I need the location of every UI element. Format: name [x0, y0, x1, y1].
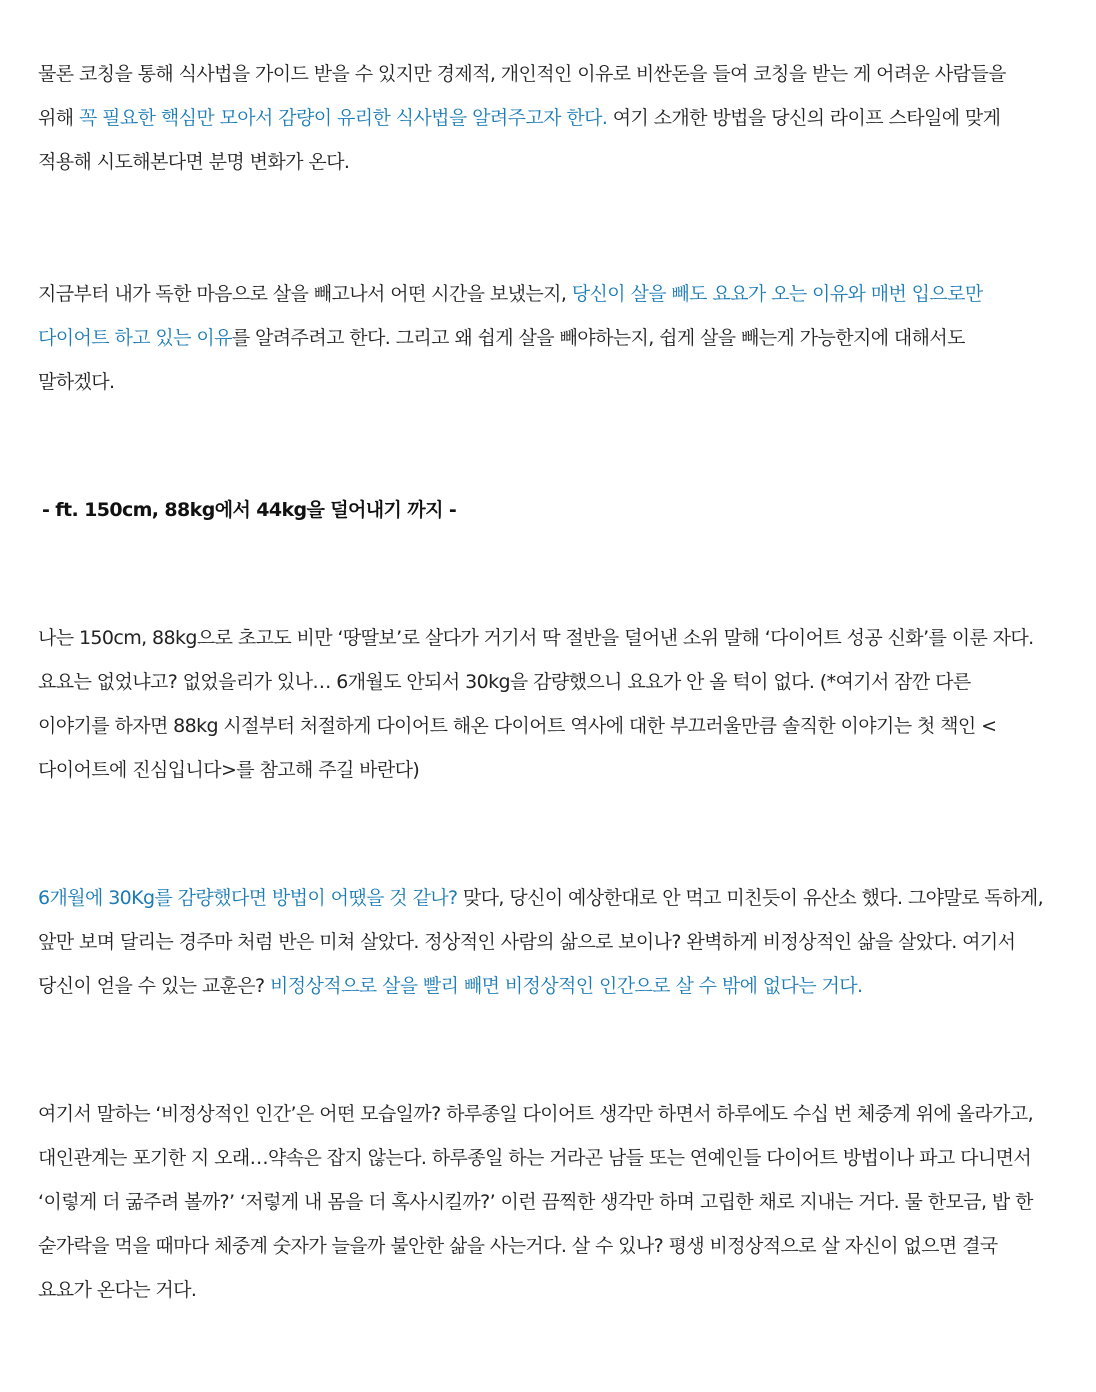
paragraph-coaching — [38, 52, 1044, 184]
paragraph-abnormal-life: 여기서 말하는 ‘비정상적인 인간’은 어떤 모습일까? 하루종일 다이어트 생각만 하면서 하루에도 수십 번 체중계 위에 올라가고, 대인관계는 포기한 지 오래…약속은 잡지 않는다. 하루종일 하는 거라곤 남들 또는 연예인들 다이어트 방법이나 파고 다니면서 ‘이렇게 더 굶주려 볼까?’ ‘저렇게 내 몸을 더 혹사시킬까?’ 이런 끔찍한 생각만 하며 고립한 채로 지내는 거다. 물 한모금, 밥 한 숟가락을 먹을 때마다 체중계 숫자가 늘을까 불안한 삶을 사는거다. 살 수 있나? 평생 비정상적으로 살 자신이 없으면 결국 요요가 온다는 거다. — [38, 1103, 1034, 1301]
paragraph-spacer — [38, 404, 1044, 488]
paragraph-success-story: 나는 150cm, 88kg으로 초고도 비만 ‘땅딸보’로 살다가 거기서 딱 절반을 덜어낸 소위 말해 ‘다이어트 성공 신화’를 이룬 자다. 요요는 없었냐고? 없었을리가 있나… 6개월도 안되서 30kg을 감량했으니 요요가 안 올 턱이 없다. (*여기서 잠깐 다른 이야기를 하자면 88kg 시절부터 처절하게 다이어트 해온 다이어트 역사에 대한 부끄러울만큼 솔직한 이야기는 첫 책인 <다이어트에 진심입니다>를 참고해 주길 바란다) — [38, 627, 1034, 781]
paragraph-text: 를 알려주려고 한다. 그리고 왜 쉽게 살을 빼야하는지, 쉽게 살을 빼는게 가능한지에 대해서도 말하겠다. — [38, 327, 965, 393]
highlighted-text: 꼭 필요한 핵심만 모아서 감량이 유리한 식사법을 알려주고자 한다. — [78, 107, 608, 129]
paragraph-spacer — [38, 1008, 1044, 1092]
highlighted-text: 당신이 살을 빼도 요요가 오는 이유와 매번 입으로만 다이어트 하고 있는 이유 — [38, 283, 983, 349]
highlighted-text: 비정상적으로 살을 빨리 빼면 비정상적인 인간으로 살 수 밖에 없다는 거다. — [269, 975, 863, 997]
paragraph-text: 지금부터 내가 독한 마음으로 살을 빼고나서 어떤 시간을 보냈는지, — [38, 283, 572, 305]
section-heading: - ft. 150cm, 88kg에서 44kg을 덜어내기 까지 - — [42, 499, 457, 521]
paragraph-method — [38, 876, 1044, 1008]
paragraph-spacer — [38, 792, 1044, 876]
highlighted-text: 6개월에 30Kg를 감량했다면 방법이 어땠을 것 같나? — [38, 887, 458, 909]
paragraph-spacer — [38, 532, 1044, 616]
paragraph-text: 물론 코칭을 통해 식사법을 가이드 받을 수 있지만 경제적, 개인적인 이유로 비싼돈을 들여 코칭을 받는 게 어려운 사람들을 위해 — [38, 63, 1006, 129]
paragraph-yoyo-intro — [38, 272, 1044, 404]
paragraph-spacer — [38, 184, 1044, 272]
paragraph-text: 여기 소개한 방법을 당신의 라이프 스타일에 맞게 적용해 시도해본다면 분명 변화가 온다. — [38, 107, 1001, 173]
paragraph-text: 맞다, 당신이 예상한대로 안 먹고 미친듯이 유산소 했다. 그야말로 독하게, 앞만 보며 달리는 경주마 처럼 반은 미쳐 살았다. 정상적인 사람의 삶으로 보이나? 완벽하게 비정상적인 삶을 살았다. 여기서 당신이 얻을 수 있는 교훈은? — [38, 887, 1044, 997]
